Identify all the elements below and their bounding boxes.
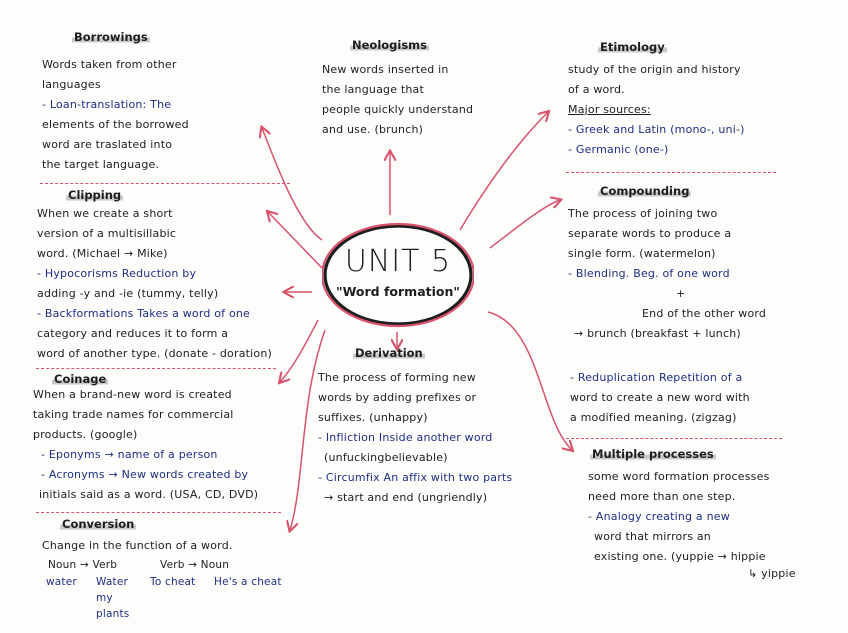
conversion-example-b [96,574,129,622]
text-line: Major sources: [568,103,651,116]
arrow-clipping [268,212,322,268]
example-head: Verb → Noun [160,559,230,571]
coinage-heading: Coinage [54,372,107,386]
text-line: single form. (watermelon) [568,247,716,260]
example-word: Water [96,576,129,588]
coinage-text [33,385,258,505]
text-line: Change in the function of a word. [42,539,233,552]
text-line: (unfuckingbelievable) [324,451,448,464]
text-line: - Hypocorisms Reduction by [37,267,197,280]
text-line: version of a multisillabic [37,227,177,240]
text-line: initials said as a word. (USA, CD, DVD) [39,488,259,501]
text-line: word to create a new word with [570,391,750,404]
text-line: people quickly understand [322,103,474,116]
multiple-text [588,467,796,581]
clipping-heading: Clipping [68,188,122,202]
arrow-coinage-2 [280,320,318,382]
borrowings-heading: Borrowings [74,30,148,44]
conversion-example-c [150,574,195,590]
arrow-compounding [490,200,560,248]
text-line: study of the origin and history [568,63,741,76]
text-line: word. (Michael → Mike) [37,247,168,260]
text-line: - Infliction Inside another word [318,431,493,444]
unit-title-oval [322,222,474,328]
example-word: water [46,576,77,588]
text-line: need more than one step. [588,490,736,503]
text-line: word that mirrors an [594,530,711,543]
text-line: - Germanic (one-) [568,143,669,156]
text-line: separate words to produce a [568,227,732,240]
text-line: - Greek and Latin (mono-, uni-) [568,123,745,136]
text-line: suffixes. (unhappy) [318,411,428,424]
etimology-text [568,60,745,160]
text-line: + [676,287,686,300]
borrowings-text [42,55,189,175]
multiple-heading: Multiple processes [592,447,714,461]
text-line: New words inserted in [322,63,449,76]
text-line: - Analogy creating a new [588,510,730,523]
text-line: ↳ yippie [748,567,796,580]
text-line: taking trade names for commercial [33,408,234,421]
text-line: category and reduces it to form a [37,327,229,340]
text-line: Words taken from other [42,58,177,71]
text-line: adding -y and -ie (tummy, telly) [37,287,219,300]
text-line: When we create a short [37,207,173,220]
text-line: of a word. [568,83,625,96]
text-line: → brunch (breakfast + lunch) [574,327,741,340]
text-line: - Circumfix An affix with two parts [318,471,513,484]
text-line: word of another type. (donate - doration) [37,347,273,360]
derivation-heading: Derivation [355,346,423,360]
text-line: - Blending. Beg. of one word [568,267,730,280]
text-line: elements of the borrowed [42,118,189,131]
divider [36,368,276,369]
text-line: the target language. [42,158,160,171]
text-line: words by adding prefixes or [318,391,477,404]
clipping-text [37,204,272,364]
example-word: my [96,592,113,604]
text-line: - Loan-translation: The [42,98,172,111]
text-line: The process of joining two [568,207,718,220]
conversion-example-verb-noun [160,557,229,573]
conversion-example-d [214,574,282,590]
text-line: and use. (brunch) [322,123,424,136]
divider [566,438,782,439]
neologisms-heading: Neologisms [352,38,428,52]
text-line: word are traslated into [42,138,173,151]
reduplication-text [570,368,750,428]
text-line: some word formation processes [588,470,770,483]
text-line: - Eponyms → name of a person [41,448,218,461]
text-line: - Reduplication Repetition of a [570,371,743,384]
conversion-example-a [46,574,77,590]
text-line: → start and end (ungriendly) [324,491,488,504]
text-line: End of the other word [642,307,767,320]
text-line: products. (google) [33,428,138,441]
example-word: He's a cheat [214,576,282,588]
text-line: When a brand-new word is created [33,388,232,401]
compounding-heading: Compounding [600,184,690,198]
text-line: the language that [322,83,424,96]
etimology-heading: Etimology [600,40,665,54]
example-word: To cheat [150,576,196,588]
example-word: plants [96,608,130,620]
derivation-text [318,368,512,508]
compounding-text [568,204,766,344]
neologisms-text [322,60,473,140]
text-line: existing one. (yuppie → hippie [594,550,766,563]
unit-title: UNIT 5 [344,244,452,279]
divider [40,183,290,184]
text-line: - Acronyms → New words created by [41,468,249,481]
text-line: languages [42,78,101,91]
divider [36,512,281,513]
conversion-example-noun-verb [48,557,117,573]
text-line: a modified meaning. (zigzag) [570,411,737,424]
text-line: The process of forming new [318,371,476,384]
unit-subtitle: "Word formation" [336,284,460,299]
example-head: Noun → Verb [48,559,118,571]
divider [566,172,776,173]
text-line: - Backformations Takes a word of one [37,307,251,320]
conversion-text [42,536,233,556]
conversion-heading: Conversion [62,517,135,531]
